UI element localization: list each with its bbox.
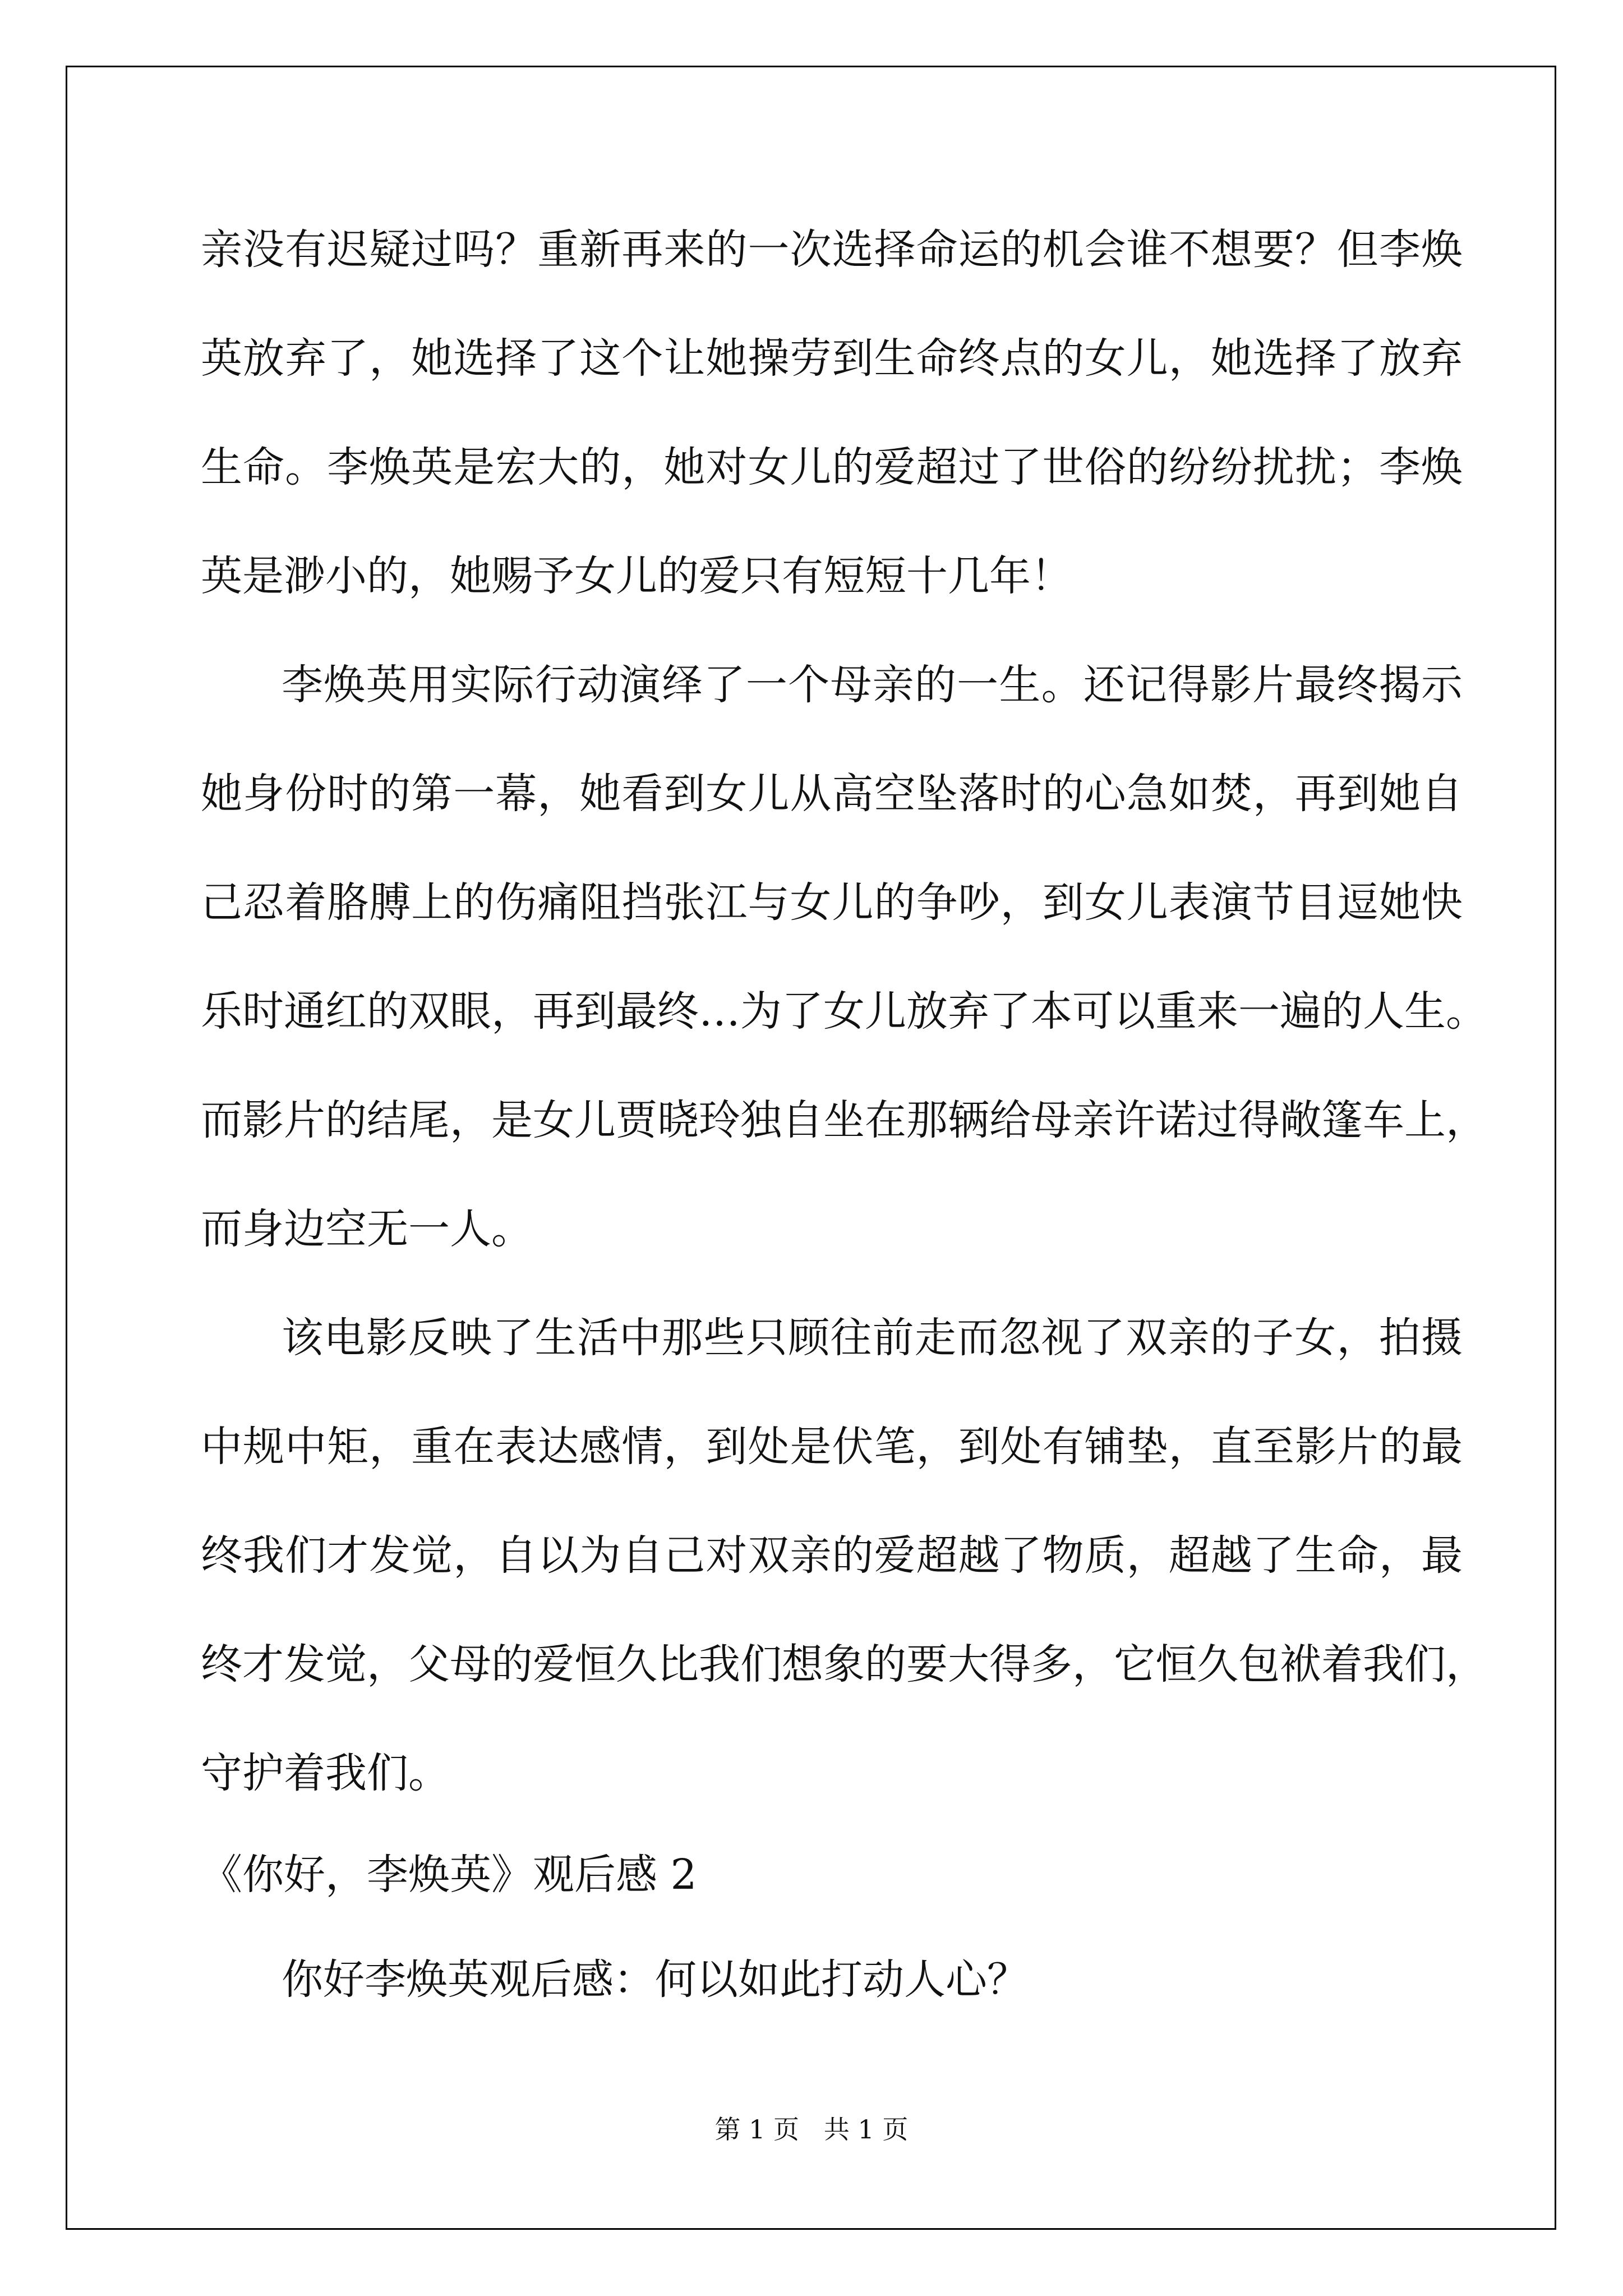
body-text-line: 英是渺小的，她赐予女儿的爱只有短短十几年！: [201, 552, 1072, 600]
body-text-line: 中规中矩，重在表达感情，到处是伏笔，到处有铺垫，直至影片的最: [201, 1423, 1463, 1471]
body-text-line: 而身边空无一人。: [201, 1205, 533, 1253]
body-text-line: 李焕英用实际行动演绎了一个母亲的一生。还记得影片最终揭示: [282, 661, 1463, 709]
body-text-line: 己忍着胳膊上的伤痛阻挡张江与女儿的争吵，到女儿表演节目逗她快: [201, 878, 1463, 927]
body-text-line: 亲没有迟疑过吗？重新再来的一次选择命运的机会谁不想要？但李焕: [201, 226, 1463, 274]
body-text-line: 该电影反映了生活中那些只顾往前走而忽视了双亲的子女，拍摄: [282, 1314, 1463, 1362]
body-text-line: 守护着我们。: [201, 1749, 450, 1797]
body-text-line: 生命。李焕英是宏大的，她对女儿的爱超过了世俗的纷纷扰扰；李焕: [201, 443, 1463, 491]
body-text-line: 而影片的结尾，是女儿贾晓玲独自坐在那辆给母亲许诺过得敞篷车上，: [201, 1096, 1487, 1144]
section-heading: 《你好，李焕英》观后感 2: [201, 1851, 697, 1899]
body-text-line: 乐时通红的双眼，再到最终…为了女儿放弃了本可以重来一遍的人生。: [201, 987, 1487, 1036]
body-text-line: 她身份时的第一幕，她看到女儿从高空坠落时的心急如焚，再到她自: [201, 770, 1463, 818]
page-number-footer: 第 1 页 共 1 页: [714, 2114, 909, 2145]
subheading: 你好李焕英观后感：何以如此打动人心？: [282, 1955, 1029, 2004]
body-text-line: 英放弃了，她选择了这个让她操劳到生命终点的女儿，她选择了放弃: [201, 334, 1463, 383]
body-text-line: 终我们才发觉，自以为自己对双亲的爱超越了物质，超越了生命，最: [201, 1531, 1463, 1580]
body-text-line: 终才发觉，父母的爱恒久比我们想象的要大得多，它恒久包袱着我们，: [201, 1640, 1487, 1688]
